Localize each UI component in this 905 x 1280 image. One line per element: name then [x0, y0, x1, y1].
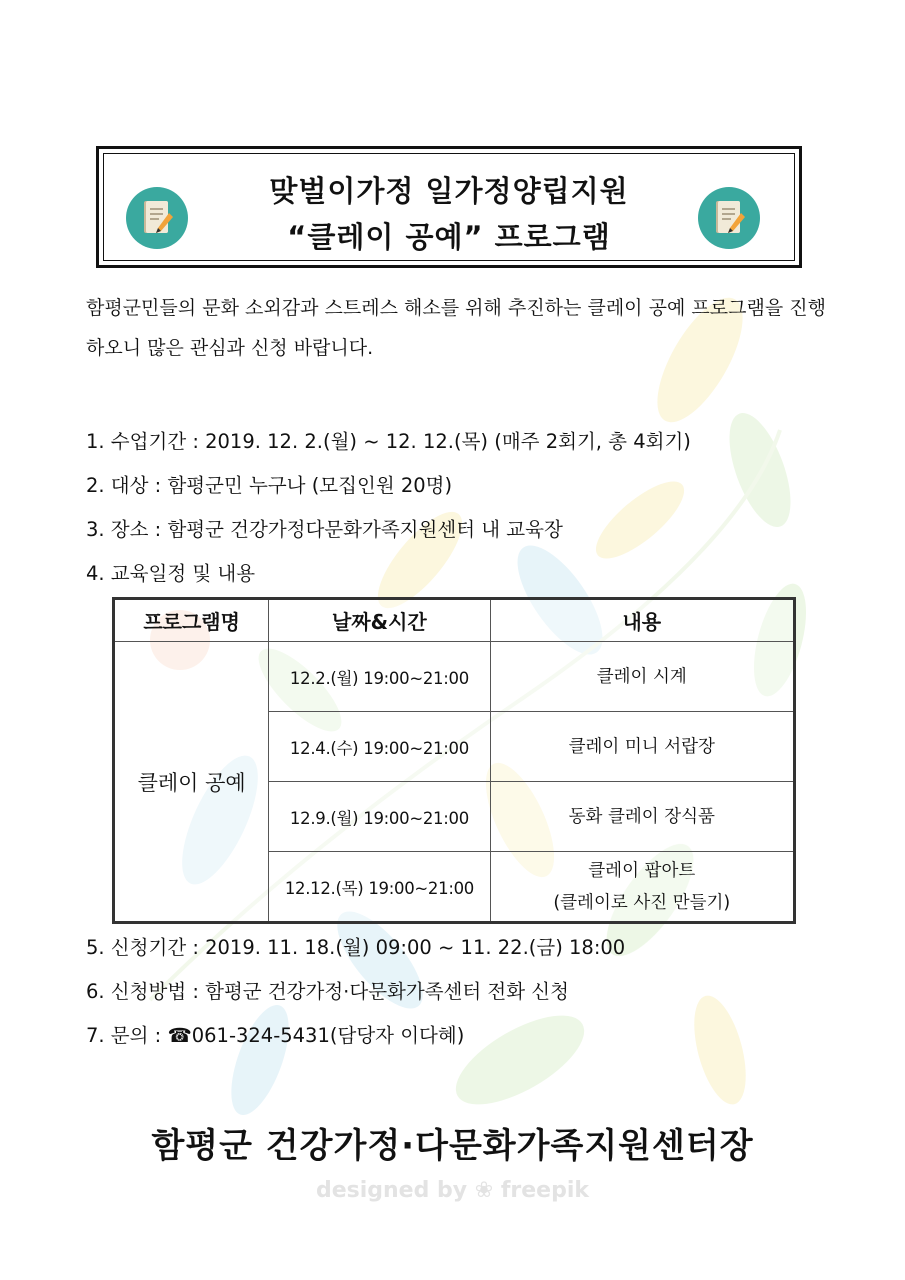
header-datetime: 날짜&시간: [269, 599, 490, 642]
table-header-row: [114, 599, 795, 642]
issuer-signature: 함평군 건강가정·다문화가족지원센터장: [151, 1126, 754, 1166]
content-cell: [490, 712, 794, 782]
program-name-cell: 클레이 공예: [114, 642, 269, 923]
info-item-period: 1. 수업기간 : 2019. 12. 2.(월) ~ 12. 12.(목) (매주 2회기, 총 4회기): [86, 430, 691, 453]
info-list: [86, 420, 826, 596]
content-line: (클레이로 사진 만들기): [553, 892, 731, 913]
title-line-2: “클레이 공예” 프로그램: [287, 220, 611, 254]
content-line: 클레이 팝아트: [588, 860, 696, 881]
date-cell: 12.2.(월) 19:00~21:00: [269, 642, 490, 712]
date-cell: 12.4.(수) 19:00~21:00: [269, 712, 490, 782]
content-cell: [490, 642, 794, 712]
info-item-location: 3. 장소 : 함평군 건강가정다문화가족지원센터 내 교육장: [86, 518, 563, 541]
content-cell: [490, 852, 794, 923]
info-item-schedule: 4. 교육일정 및 내용: [86, 562, 256, 585]
content-line: 클레이 미니 서랍장: [568, 736, 715, 757]
schedule-table: [112, 597, 796, 924]
title-box: [96, 146, 802, 268]
date-cell: 12.9.(월) 19:00~21:00: [269, 782, 490, 852]
content-line: 클레이 시계: [596, 666, 687, 687]
info-item-target: 2. 대상 : 함평군민 누구나 (모집인원 20명): [86, 474, 453, 497]
header-program: 프로그램명: [114, 599, 269, 642]
header-content: 내용: [490, 599, 794, 642]
content-line: 동화 클레이 장식품: [568, 806, 715, 827]
info-item-apply-method: 6. 신청방법 : 함평군 건강가정·다문화가족센터 전화 신청: [86, 980, 569, 1003]
notebook-pencil-icon: [697, 186, 761, 250]
info-item-apply-period: 5. 신청기간 : 2019. 11. 18.(월) 09:00 ~ 11. 22.(금) 18:00: [86, 936, 626, 959]
title-line-1: 맞벌이가정 일가정양립지원: [269, 174, 629, 208]
table-row: [114, 642, 795, 712]
freepik-watermark: designed by ❀ freepik: [315, 1178, 590, 1203]
content-cell: [490, 782, 794, 852]
apply-info-list: [86, 926, 826, 1058]
intro-paragraph: 함평군민들의 문화 소외감과 스트레스 해소를 위해 추진하는 클레이 공예 프로그램을 진행하오니 많은 관심과 신청 바랍니다.: [86, 297, 826, 359]
date-cell: 12.12.(목) 19:00~21:00: [269, 852, 490, 923]
info-item-contact: 7. 문의 : ☎061-324-5431(담당자 이다혜): [86, 1024, 465, 1047]
